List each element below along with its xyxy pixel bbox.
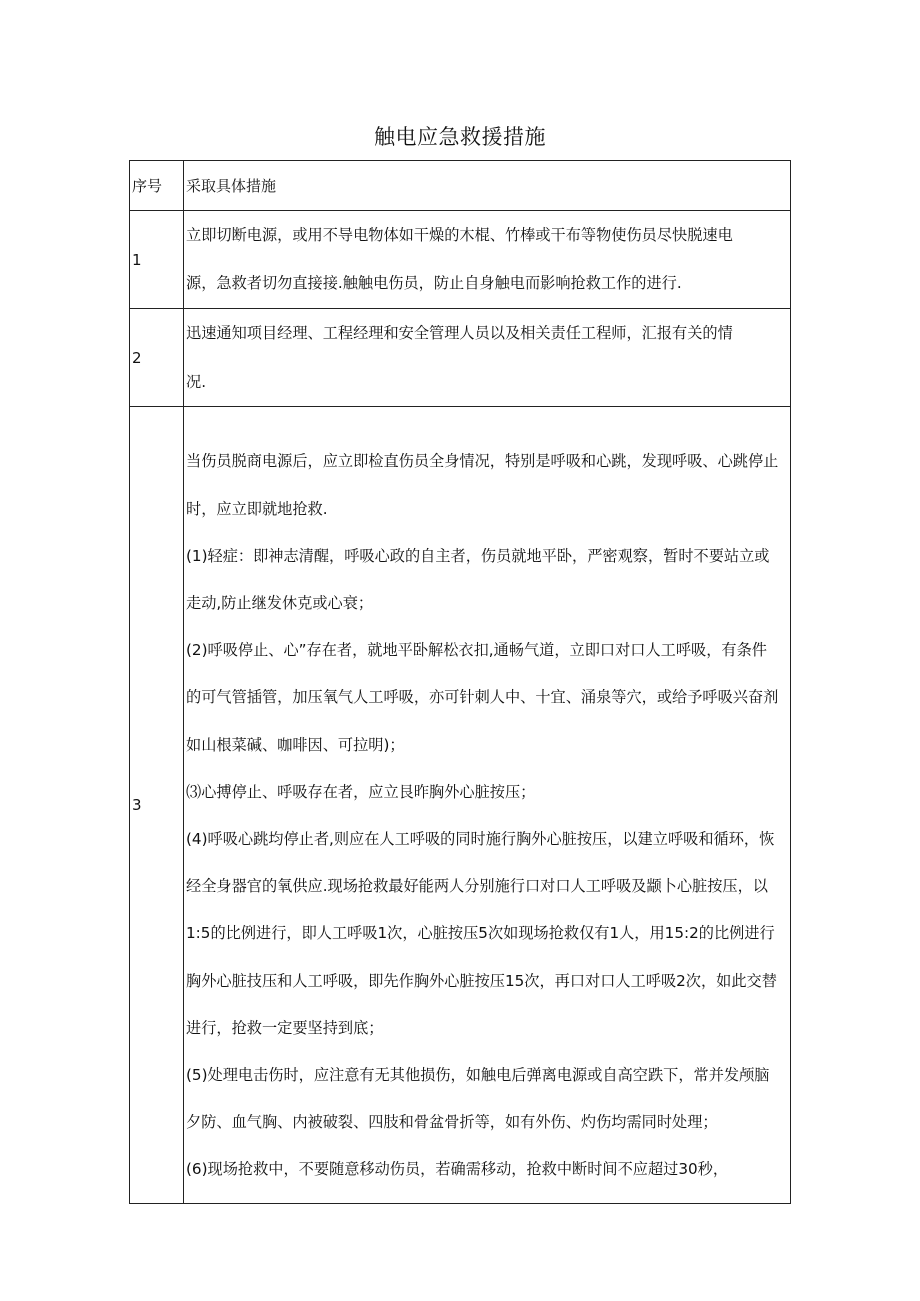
measure-line: 如山根菜碱、咖啡因、可拉明)； xyxy=(186,735,405,754)
table-row xyxy=(130,211,791,309)
row-number: 3 xyxy=(130,407,184,1204)
emergency-measures-table xyxy=(129,160,791,1204)
measure-line: 经全身器官的氧供应.现场抢救最好能两人分别施行口对口人工呼吸及颛卜心脏按压，以 xyxy=(186,877,768,896)
header-sequence-number: 序号 xyxy=(130,161,184,211)
header-measures: 采取具体措施 xyxy=(184,161,791,211)
row-measure-text xyxy=(184,309,791,407)
row-measure-text xyxy=(184,407,791,1204)
measure-line: 源，急救者切勿直接接.触触电伤员，防止自身触电而影响抢救工作的进行. xyxy=(186,273,682,292)
table-row xyxy=(130,309,791,407)
measure-line: (6)现场抢救中，不要随意移动伤员，若确需移动，抢救中断时间不应超过30秒， xyxy=(186,1160,729,1179)
document-title: 触电应急救援措施 xyxy=(374,125,546,149)
measure-line: ⑶心搏停止、呼吸存在者，应立艮昨胸外心脏按压； xyxy=(186,782,536,801)
row-measure-text xyxy=(184,211,791,309)
measure-line: (2)呼吸停止、心”存在者，就地平卧解松衣扣,通畅气道，立即口对口人工呼吸，有条件 xyxy=(186,641,767,660)
measure-line: (1)轻症：即神志清醒，呼吸心政的自主者，伤员就地平卧，严密观察，暂时不要站立或 xyxy=(186,546,770,565)
measure-line: 时，应立即就地抢救. xyxy=(186,499,328,518)
measure-line: 夕防、血气胸、内被破裂、四肢和骨盆骨折等，如有外伤、灼伤均需同时处理； xyxy=(186,1113,718,1132)
table-row xyxy=(130,407,791,1204)
measure-line: (4)呼吸心跳均停止者,则应在人工呼吸的同时施行胸外心脏按压，以建立呼吸和循环，恢 xyxy=(186,830,775,848)
row-number: 2 xyxy=(130,309,184,407)
measure-line: 走动,防止继发休克或心衰； xyxy=(186,593,374,612)
measure-line: 1:5的比例进行，即人工呼吸1次，心脏按压5次如现场抢救仅有1人，用15:2的比例进行 xyxy=(186,924,775,943)
measure-line: 迅速通知项目经理、工程经理和安全管理人员以及相关责任工程师，汇报有关的情 xyxy=(186,324,733,342)
measure-line: 的可气管插管，加压氧气人工呼吸，亦可针刺人中、十宜、涌泉等穴，或给予呼吸兴奋剂 xyxy=(186,688,779,707)
measure-line: 当伤员脱商电源后，应立即检直伤员全身情况，特别是呼吸和心跳，发现呼吸、心跳停止 xyxy=(186,452,779,471)
measure-line: (5)处理电击伤时，应注意有无其他损伤，如触电后弹离电源或自高空跌下，常并发颅脑 xyxy=(186,1066,770,1085)
measure-line: 立即切断电源，或用不导电物体如干燥的木棍、竹棒或干布等物使伤员尽快脱速电 xyxy=(186,225,733,244)
row-number: 1 xyxy=(130,211,184,309)
measure-line: 胸外心脏技压和人工呼吸，即先作胸外心脏按压15次，再口对口人工呼吸2次，如此交替 xyxy=(186,971,777,990)
measure-line: 况. xyxy=(186,373,207,391)
measure-line: 进行，抢救一定要坚持到底； xyxy=(186,1018,384,1037)
table-header-row xyxy=(130,161,791,211)
